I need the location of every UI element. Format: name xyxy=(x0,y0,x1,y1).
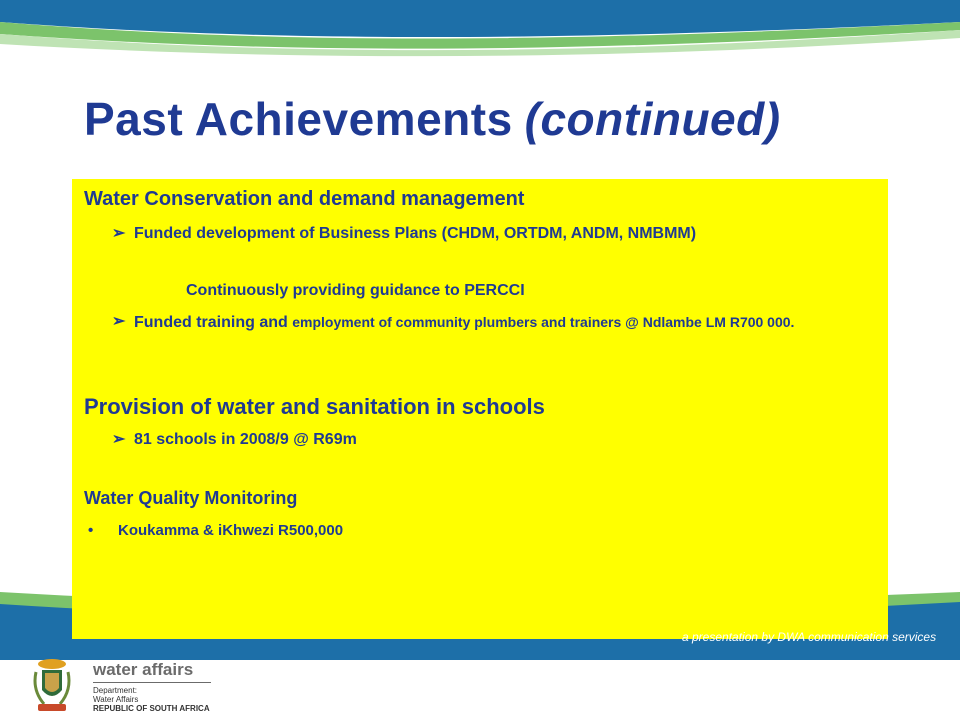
department-label xyxy=(93,686,210,713)
list-item-text-rest: employment of community plumbers and trainers @ Ndlambe LM R700 000. xyxy=(292,314,795,330)
arrow-bullet-icon: ➢ xyxy=(112,225,126,242)
arrow-bullet-icon: ➢ xyxy=(112,431,126,448)
list-item-text: Funded development of Business Plans (CHDM, ORTDM, ANDM, NMBMM) xyxy=(134,225,697,242)
list-item-schools xyxy=(112,429,814,451)
top-wave-band xyxy=(0,0,960,60)
content-panel xyxy=(72,179,888,639)
title-text: Past Achievements xyxy=(84,93,513,145)
list-item-text-lead: Funded training and xyxy=(134,314,293,331)
list-item-text: Koukamma & iKhwezi R500,000 xyxy=(118,522,344,539)
brand-name: water affairs xyxy=(93,660,194,679)
list-item-business-plans xyxy=(112,223,814,245)
page-title xyxy=(84,92,781,146)
section-heading-schools: Provision of water and sanitation in schools xyxy=(84,394,545,419)
list-item-text: 81 schools in 2008/9 @ R69m xyxy=(134,431,357,448)
section-heading-water-conservation: Water Conservation and demand management xyxy=(84,188,525,210)
bullet-dot-icon: • xyxy=(88,522,94,539)
title-suffix: (continued) xyxy=(524,93,781,145)
dept-line-2: Water Affairs xyxy=(93,695,139,704)
section-heading-water-quality: Water Quality Monitoring xyxy=(84,488,298,508)
dept-line-3: REPUBLIC OF SOUTH AFRICA xyxy=(93,704,210,713)
arrow-bullet-icon: ➢ xyxy=(112,313,126,330)
presentation-credit: a presentation by DWA communication services xyxy=(682,630,937,644)
brand-underline xyxy=(93,682,211,683)
list-item-koukamma xyxy=(88,522,344,539)
dept-line-1: Department: xyxy=(93,686,138,695)
list-item-training xyxy=(112,311,814,334)
list-item-guidance: Continuously providing guidance to PERCCI xyxy=(186,282,525,299)
